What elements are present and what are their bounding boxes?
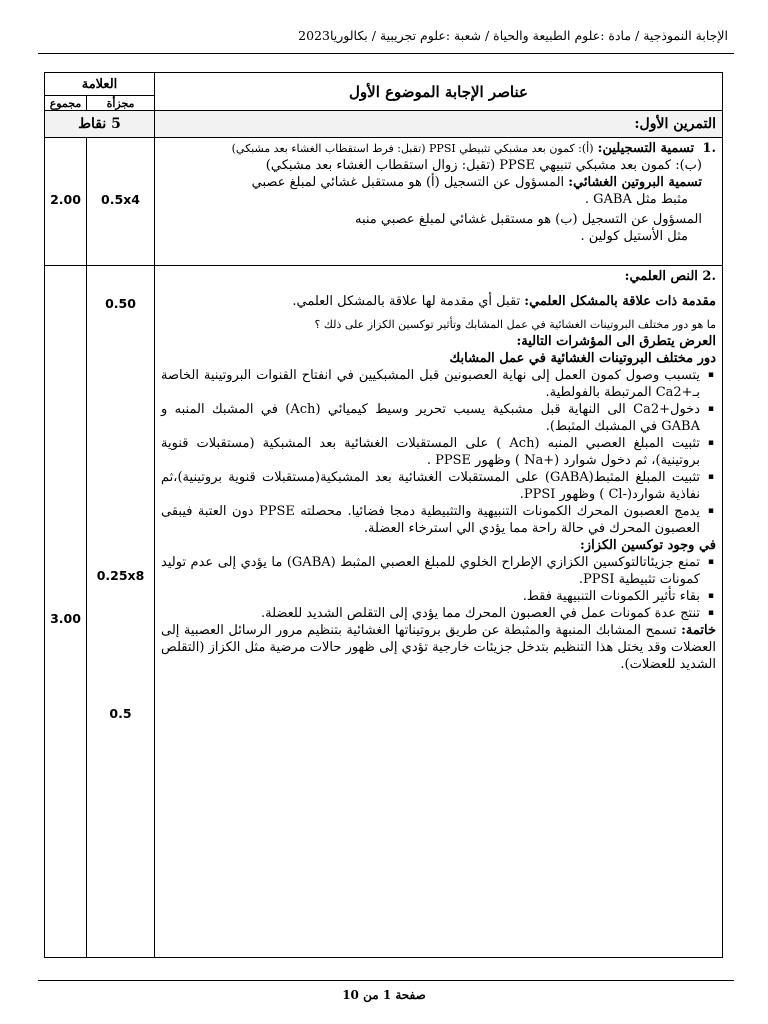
q2-toxin-list [161,554,716,622]
q1-label: تسمية التسجيلين: [597,141,695,156]
list-item: ▪ دخول+Ca2 الى النهاية قبل مشبكية يسبب تحرير وسيط كيميائي (Ach) في المشبك المنبه و GABA في المشبك المثبط). [161,401,700,435]
q2-part-intro: 0.50 [105,296,136,311]
total-header: مجموع [45,96,87,111]
header-divider [38,53,734,54]
q2-title: .2 النص العلمي: [624,269,716,284]
q1-record-a: (أ): كمون بعد مشبكي تثبيطي PPSI (تقبل: فرط استقطاب الغشاء بعد مشبكي) [231,142,594,155]
q2-answer [155,266,723,958]
list-item: ▪ تثبيت المبلغ المثبط(GABA) على المستقبلات الغشائية بعد المشبكية(مستقبلات قنوية بروتينية)،ثم نفاذية شوارد(-Cl ) وظهور PPSI. [161,469,700,503]
q1-protein-a: المسؤول عن التسجيل (أ) هو مستقبل غشائي لمبلغ عصبي [251,175,565,190]
q1-answer [155,138,723,266]
grade-header: العلامة [45,73,155,96]
exercise-title: التمرين الأول: [155,111,723,138]
q1-protein-a-2: مثبط مثل GABA . [584,192,688,207]
q2-part-cell [87,266,155,958]
q2-total: 3.00 [50,611,81,626]
q1-part-cell [87,138,155,266]
q2-toxin-title: في وجود توكسين الكزاز: [580,538,716,553]
q2-body-label: العرض يتطرق الى المؤشرات التالية: [516,334,716,349]
list-item: ▪ بقاء تأثير الكمونات التنبيهية فقط. [161,588,700,605]
q2-part-conclusion: 0.5 [109,706,132,721]
q1-protein-b-2: مثل الأستيل كولين . [580,229,688,244]
q2-role-list [161,367,716,537]
q2-role-title: دور مختلف البروتينات الغشائية في عمل المشابك [449,351,716,366]
q2-part-body: 0.25x8 [96,568,145,583]
q2-total-cell [45,266,87,958]
q2-intro-text: تقبل أي مقدمة لها علاقة بالمشكل العلمي. [292,294,521,309]
q2-question: ما هو دور مختلف البروتينات الغشائية في عمل المشابك وتأثير توكسين الكزاز على ذلك ؟ [314,318,716,331]
q1-total: 2.00 [50,192,81,207]
page-header: الإجابة النموذجية / مادة :علوم الطبيعة والحياة / شعبة :علوم تجريبية / بكالوريا2023 [298,28,728,43]
q1-number: .1 [702,141,716,156]
list-item: ▪ تنتج عدة كمونات عمل في العصبون المحرك مما يؤدي إلى التقلص الشديد للعضلة. [161,605,700,622]
q1-protein-b: المسؤول عن التسجيل (ب) هو مستقبل غشائي لمبلغ عصبي منبه [354,212,702,227]
q1-part: 0.5x4 [101,192,140,207]
page-number: صفحة 1 من 10 [342,988,426,1002]
list-item: ▪ يدمج العصبون المحرك الكمونات التنبيهية والتثبيطية دمجا فضائيا. محصلته PPSE دون العتبة فيبقى العصبون المحرك في حالة راحة مما يؤدي الي استرخاء العضلة. [161,503,700,537]
q2-conclusion-text: تسمح المشابك المنبهة والمثبطة عن طريق بروتيناتها الغشائية بتنظيم مرور الرسائل العصبية إلى العضلات وقد يختل هذا التنظيم بتدخل جزيئات خارجية تؤدي إلى ظهور حالات مرضية مثل الكزاز (التقلص الشديد للعضلات). [161,623,716,672]
q1-protein-label: تسمية البروتين الغشائي: [568,175,702,190]
exercise-points: 5 نقاط [45,111,155,138]
part-header: مجزأة [87,96,155,111]
list-item: ▪ يتسبب وصول كمون العمل إلى نهاية العصبونين قبل المشبكيين في انفتاح القنوات البروتينية الخاصة بـ+Ca2 المرتبطة بالفولطية. [161,367,700,401]
table-title: عناصر الإجابة الموضوع الأول [155,73,723,111]
q1-record-b: (ب): كمون بعد مشبكي تنبيهي PPSE (تقبل: زوال استقطاب الغشاء بعد مشبكي) [265,158,702,173]
list-item: ▪ تثبيت المبلغ العصبي المنبه (Ach ) على المستقبلات الغشائية بعد المشبكية (مستقبلات قنوية بروتينية)، ثم دخول شوارد (+Na ) وظهور PPSE . [161,435,700,469]
q2-conclusion-label: خاتمة: [681,623,716,638]
footer-divider [38,980,734,981]
q1-total-cell [45,138,87,266]
answer-table [44,72,723,958]
list-item: ▪ تمنع جزيئاتالتوكسين الكزازي الإطراح الخلوي للمبلغ العصبي المثبط (GABA) ما يؤدي إلى عدم توليد كمونات تثبيطية PPSI. [161,554,700,588]
q2-intro-label: مقدمة ذات علاقة بالمشكل العلمي: [524,294,716,309]
